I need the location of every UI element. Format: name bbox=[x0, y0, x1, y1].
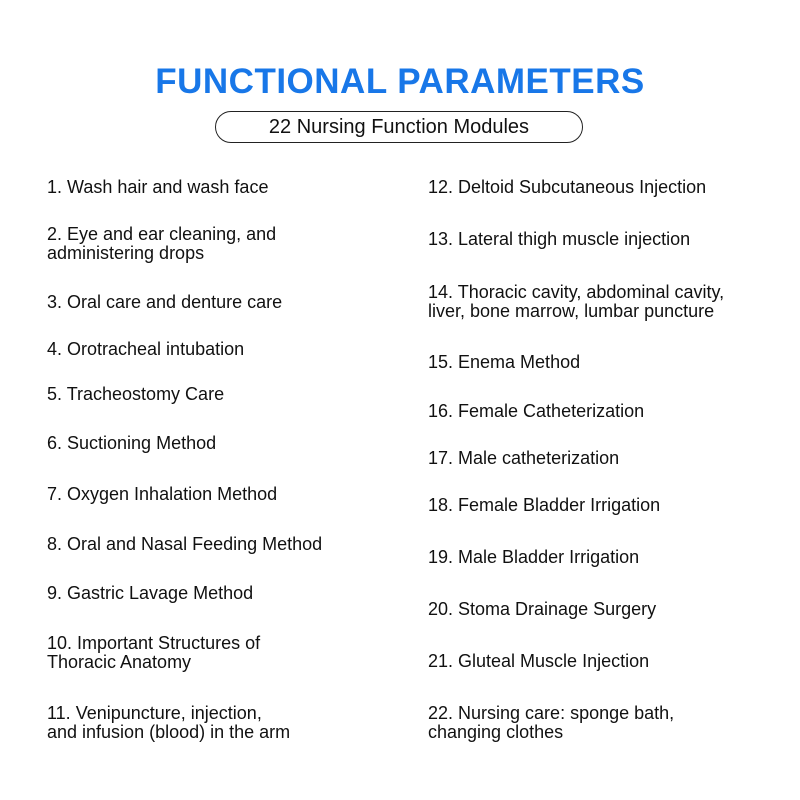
list-item: 4. Orotracheal intubation bbox=[47, 339, 245, 359]
subtitle-badge: 22 Nursing Function Modules bbox=[215, 111, 583, 143]
list-item: 3. Oral care and denture care bbox=[47, 292, 283, 312]
list-item: 11. Venipuncture, injection, and infusion (blood) in the arm bbox=[47, 703, 291, 742]
list-item: 12. Deltoid Subcutaneous Injection bbox=[428, 177, 707, 197]
list-item: 21. Gluteal Muscle Injection bbox=[428, 651, 650, 671]
list-item: 2. Eye and ear cleaning, and administering drops bbox=[47, 224, 277, 263]
list-item: 5. Tracheostomy Care bbox=[47, 384, 225, 404]
list-item: 1. Wash hair and wash face bbox=[47, 177, 269, 197]
list-item: 18. Female Bladder Irrigation bbox=[428, 495, 661, 515]
list-item: 20. Stoma Drainage Surgery bbox=[428, 599, 657, 619]
list-item: 13. Lateral thigh muscle injection bbox=[428, 229, 691, 249]
list-item: 8. Oral and Nasal Feeding Method bbox=[47, 534, 323, 554]
list-item: 17. Male catheterization bbox=[428, 448, 620, 468]
list-item: 16. Female Catheterization bbox=[428, 401, 645, 421]
list-item: 22. Nursing care: sponge bath, changing clothes bbox=[428, 703, 675, 742]
list-item: 6. Suctioning Method bbox=[47, 433, 217, 453]
list-item: 14. Thoracic cavity, abdominal cavity, liver, bone marrow, lumbar puncture bbox=[428, 282, 725, 321]
list-item: 15. Enema Method bbox=[428, 352, 581, 372]
list-item: 10. Important Structures of Thoracic Anatomy bbox=[47, 633, 261, 672]
page-title: FUNCTIONAL PARAMETERS bbox=[155, 62, 645, 101]
list-item: 9. Gastric Lavage Method bbox=[47, 583, 254, 603]
list-item: 19. Male Bladder Irrigation bbox=[428, 547, 640, 567]
list-item: 7. Oxygen Inhalation Method bbox=[47, 484, 278, 504]
